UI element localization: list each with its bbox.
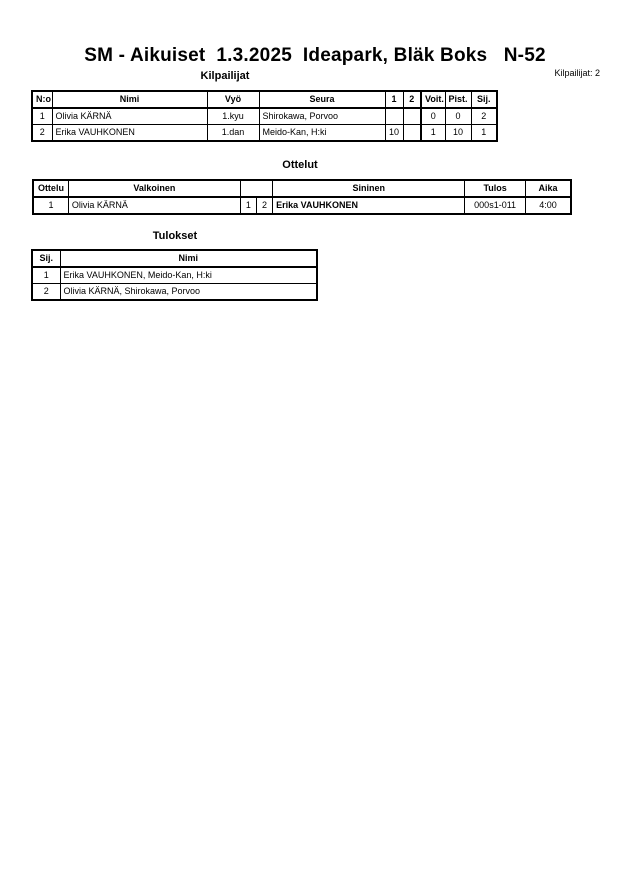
competitor-round-1: 10 <box>385 125 403 142</box>
table-row <box>32 108 497 125</box>
results-header-row <box>32 250 317 267</box>
col-header-white: Valkoinen <box>68 180 240 197</box>
col-header-blue: Sininen <box>273 180 465 197</box>
competitor-club: Shirokawa, Porvoo <box>259 108 385 125</box>
results-table <box>31 249 318 301</box>
match-time: 4:00 <box>525 197 571 214</box>
match-result: 000s1-011 <box>465 197 526 214</box>
match-white-name: Olivia KÄRNÄ <box>68 197 240 214</box>
col-header-points: Pist. <box>445 91 471 108</box>
match-blue-no: 2 <box>256 197 272 214</box>
col-header-round-2: 2 <box>403 91 421 108</box>
competitor-points: 0 <box>445 108 471 125</box>
result-name: Erika VAUHKONEN, Meido-Kan, H:ki <box>60 267 317 284</box>
competitor-no: 1 <box>32 108 52 125</box>
page-title: SM - Aikuiset 1.3.2025 Ideapark, Bläk Boks N-52 <box>84 45 546 66</box>
competitor-round-2 <box>403 125 421 142</box>
competitor-name: Erika VAUHKONEN <box>52 125 207 142</box>
table-row <box>32 125 497 142</box>
competitor-belt: 1.kyu <box>207 108 259 125</box>
competitor-points: 10 <box>445 125 471 142</box>
competitors-table <box>31 90 498 142</box>
matches-table <box>32 179 572 215</box>
competitor-place: 1 <box>471 125 497 142</box>
table-row <box>32 284 317 301</box>
col-header-result-name: Nimi <box>60 250 317 267</box>
competitors-header-row <box>32 91 497 108</box>
col-header-numbers <box>240 180 272 197</box>
competitor-round-1 <box>385 108 403 125</box>
col-header-belt: Vyö <box>207 91 259 108</box>
match-number: 1 <box>33 197 68 214</box>
col-header-result: Tulos <box>465 180 526 197</box>
match-blue-name: Erika VAUHKONEN <box>273 197 465 214</box>
results-section-title: Tulokset <box>152 230 198 242</box>
competitor-club: Meido-Kan, H:ki <box>259 125 385 142</box>
col-header-match: Ottelu <box>33 180 68 197</box>
matches-section-title: Ottelut <box>282 159 318 171</box>
competitor-no: 2 <box>32 125 52 142</box>
col-header-no: N:o <box>32 91 52 108</box>
competitor-round-2 <box>403 108 421 125</box>
match-white-no: 1 <box>240 197 256 214</box>
competitor-place: 2 <box>471 108 497 125</box>
col-header-wins: Voit. <box>421 91 445 108</box>
matches-header-row <box>33 180 571 197</box>
result-place: 1 <box>32 267 60 284</box>
col-header-place: Sij. <box>471 91 497 108</box>
competitors-section-title: Kilpailijat <box>200 70 250 82</box>
competitor-belt: 1.dan <box>207 125 259 142</box>
table-row <box>32 267 317 284</box>
col-header-result-place: Sij. <box>32 250 60 267</box>
table-row <box>33 197 571 214</box>
col-header-time: Aika <box>525 180 571 197</box>
col-header-club: Seura <box>259 91 385 108</box>
competitor-wins: 0 <box>421 108 445 125</box>
col-header-name: Nimi <box>52 91 207 108</box>
result-name: Olivia KÄRNÄ, Shirokawa, Porvoo <box>60 284 317 301</box>
result-place: 2 <box>32 284 60 301</box>
competitor-name: Olivia KÄRNÄ <box>52 108 207 125</box>
col-header-round-1: 1 <box>385 91 403 108</box>
competitor-wins: 1 <box>421 125 445 142</box>
competitor-count: Kilpailijat: 2 <box>554 68 600 78</box>
